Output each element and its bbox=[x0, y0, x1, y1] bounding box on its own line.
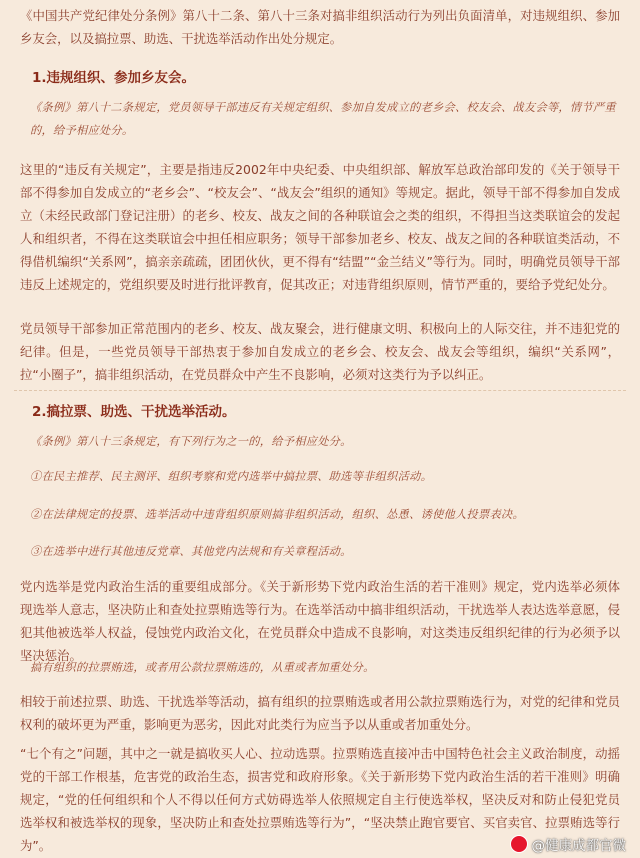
section1-heading: 1.违规组织、参加乡友会。 bbox=[32, 70, 196, 86]
section2-quote: 《条例》第八十三条规定，有下列行为之一的，给予相应处分。 bbox=[30, 435, 352, 448]
weibo-logo-icon bbox=[510, 835, 528, 853]
section2-paragraph-2: 相较于前述拉票、助选、干扰选举等活动，搞有组织的拉票贿选或者用公款拉票贿选行为，对党的纪律和党员权利的破坏更为严重，影响更为恶劣，因此对此类行为应当予以从重或者加重处分。 bbox=[20, 694, 620, 732]
watermark-text: @健康成都官微 bbox=[531, 838, 626, 854]
section2-quote-2: 搞有组织的拉票贿选，或者用公款拉票贿选的，从重或者加重处分。 bbox=[30, 661, 375, 674]
section2-paragraph-1: 党内选举是党内政治生活的重要组成部分。《关于新形势下党内政治生活的若干准则》规定，党内选举必须体现选举人意志，坚决防止和查处拉票贿选等行为。在选举活动中搞非组织活动，干扰选举人表达选举意愿，侵犯其他被选举人权益，侵蚀党内政治文化，在党员群众中造成不良影响，对这类违反组织纪律的行为必须予以坚决惩治。 bbox=[20, 579, 620, 663]
section1-paragraph-1: 这里的“违反有关规定”，主要是指违反2002年中央纪委、中央组织部、解放军总政治部印发的《关于领导干部不得参加自发成立的“老乡会”、“校友会”、“战友会”组织的通知》等规定。据此，领导干部不得参加自发成立（未经民政部门登记注册）的老乡、校友、战友之间的各种联谊会之类的组织，不得担当这类联谊会的发起人和组织者，不得在这类联谊会中担任相应职务；领导干部参加老乡、校友、战友之间的各种联谊类活动，不得借机编织“关系网”，搞亲亲疏疏，团团伙伙，更不得有“结盟”“金兰结义”等行为。同时，明确党员领导干部违反上述规定的，党组织要及时进行批评教育，促其改正；对违背组织原则，情节严重的，要给予党纪处分。 bbox=[20, 162, 620, 292]
section1-quote: 《条例》第八十二条规定，党员领导干部违反有关规定组织、参加自发成立的老乡会、校友会、战友会等，情节严重的，给予相应处分。 bbox=[30, 101, 616, 137]
section2-item-3: ③在选举中进行其他违反党章、其他党内法规和有关章程活动。 bbox=[30, 545, 352, 558]
intro-paragraph: 《中国共产党纪律处分条例》第八十二条、第八十三条对搞非组织活动行为列出负面清单，对违规组织、参加乡友会，以及搞拉票、助选、干扰选举活动作出处分规定。 bbox=[20, 8, 620, 46]
section2-heading: 2.搞拉票、助选、干扰选举活动。 bbox=[32, 404, 236, 420]
section-divider bbox=[14, 390, 626, 391]
section2-item-2: ②在法律规定的投票、选举活动中违背组织原则搞非组织活动，组织、怂恿、诱使他人投票表决。 bbox=[30, 508, 524, 521]
watermark bbox=[510, 834, 627, 854]
section1-paragraph-2: 党员领导干部参加正常范围内的老乡、校友、战友聚会，进行健康文明、积极向上的人际交往，并不违犯党的纪律。但是，一些党员领导干部热衷于参加自发成立的老乡会、校友会、战友会等组织，编织“关系网”，拉“小圈子”，搞非组织活动，在党员群众中产生不良影响，必须对这类行为予以纠正。 bbox=[20, 321, 620, 382]
section2-item-1: ①在民主推荐、民主测评、组织考察和党内选举中搞拉票、助选等非组织活动。 bbox=[30, 470, 433, 483]
section2-paragraph-3: “七个有之”问题，其中之一就是搞收买人心、拉动选票。拉票贿选直接冲击中国特色社会主义政治制度，动摇党的干部工作根基，危害党的政治生态，损害党和政府形象。《关于新形势下党内政治生活的若干准则》明确规定，“党的任何组织和个人不得以任何方式妨碍选举人依照规定自主行使选举权，坚决反对和防止侵犯党员选举权和被选举权的现象，坚决防止和查处拉票贿选等行为”，“坚决禁止跑官要官、买官卖官、拉票贿选等行为”。 bbox=[20, 746, 620, 853]
